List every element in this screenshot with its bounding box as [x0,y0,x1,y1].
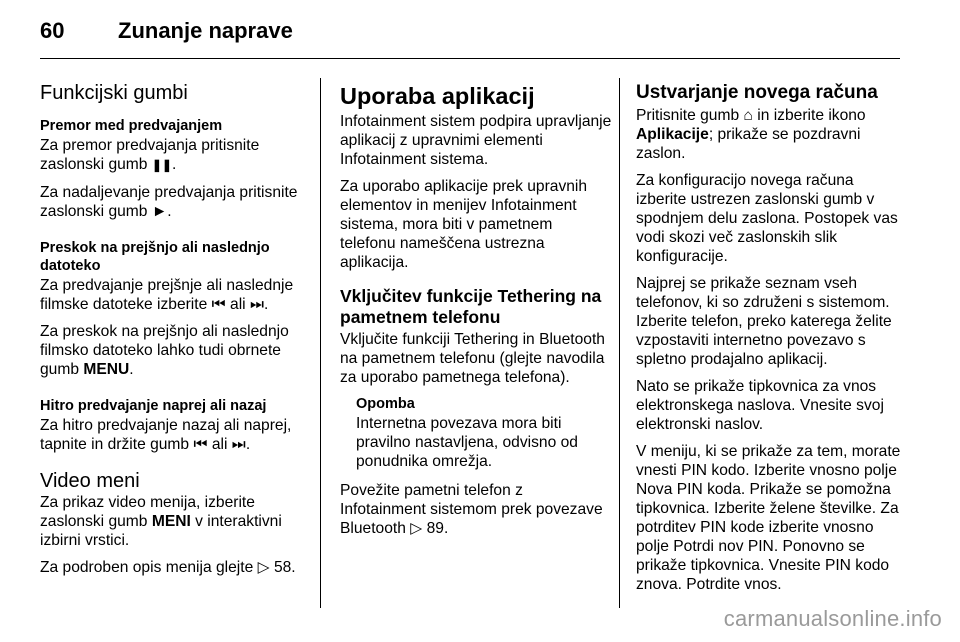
play-icon: ► [151,203,168,220]
connect-text: Povežite pametni telefon z Infotainment sistemom prek povezave Bluetooth ▷ 89. [340,482,603,537]
account-text-2: Za konfiguracijo novega računa izberite ustrezen zaslonski gumb v spodnjem delu zaslona. Postopek vas vodi skozi več zaslonskih slik konfiguracije. [636,172,898,265]
skip-text-2: Za preskok na prejšnjo ali naslednjo filmsko datoteko lahko tudi obrnete gumb MENU. [40,323,289,378]
column-divider-1 [320,78,321,608]
page-ref: 58. [273,559,296,576]
watermark: carmanualsonline.info [723,606,942,631]
apps-text-1: Infotainment sistem podpira upravljanje aplikacij z upravnimi elementi Infotainment sistema. [340,113,612,168]
rewind-icon: ⏮ [193,436,208,453]
section-heading-function-buttons: Funkcijski gumbi [40,82,188,104]
menu-label: MENU [83,361,130,378]
fast-forward-text: Za hitro predvajanje nazaj ali naprej, tapnite in držite gumb ⏮ ali ⏭. [40,417,292,453]
header-rule [40,58,900,59]
section-pause [40,117,310,221]
column-3 [636,82,904,602]
video-menu-text-2: Za podroben opis menija glejte ▷ 58. [40,559,296,576]
apps-label: Aplikacije [636,126,709,143]
pause-icon: ❚❚ [151,158,172,172]
account-text-1: Pritisnite gumb ⌂ in izberite ikono Aplikacije; prikaže se pozdravni zaslon. [636,107,866,162]
page-number: 60 [40,18,65,43]
home-icon: ⌂ [743,107,753,124]
account-text-4: Nato se prikaže tipkovnica za vnos elektronskega naslova. Vnesite svoj elektronski naslov. [636,378,884,433]
page-ref-icon: ▷ [257,559,270,576]
pause-title: Premor med predvajanjem [40,118,223,134]
page-header [40,18,293,44]
next-track-icon: ⏭ [249,296,265,313]
meni-label: MENI [151,513,191,530]
section-heading-apps: Uporaba aplikacij [340,83,535,109]
page-ref: 89. [426,520,449,537]
apps-text-2: Za uporabo aplikacije prek upravnih elementov in menijev Infotainment sistema, mora biti v pametnem telefonu nameščena ustrezna aplikacija. [340,178,588,271]
skip-text-1: Za predvajanje prejšnje ali naslednje filmske datoteke izberite ⏮ ali ⏭. [40,277,294,313]
chapter-title: Zunanje naprave [118,18,293,43]
column-2 [340,82,612,546]
fast-forward-title: Hitro predvajanje naprej ali nazaj [40,398,267,414]
fast-forward-icon: ⏭ [231,436,246,453]
column-1 [40,82,310,585]
skip-title: Preskok na prejšnjo ali naslednjo datoteko [40,240,270,274]
video-menu-heading: Video meni [40,470,140,492]
section-heading-new-account: Ustvarjanje novega računa [636,82,878,103]
section-skip [40,239,310,379]
tethering-heading: Vključitev funkcije Tethering na pametnem telefonu [340,286,602,327]
account-text-5: V meniju, ki se prikaže za tem, morate vnesti PIN kodo. Izberite vnosno polje Nova PIN koda. Prikaže se pomožna tipkovnica. Izberite želene številke. Za potrditev PIN kode izberite vnosno polje Potrdi nov PIN. Ponovno se prikaže tipkovnica. Vnesite PIN kodo znova. Potrdite vnos. [636,443,901,593]
tethering-text: Vključite funkciji Tethering in Bluetooth na pametnem telefonu (glejte navodila za uporabo pametnega telefona). [340,331,605,386]
pause-text-2: Za nadaljevanje predvajanja pritisnite zaslonski gumb ►. [40,184,298,220]
note-text: Internetna povezava mora biti pravilno nastavljena, odvisno od ponudnika omrežja. [356,415,578,470]
account-text-3: Najprej se prikaže seznam vseh telefonov, ki so združeni s sistemom. Izberite telefon, preko katerega želite vzpostaviti internetno povezavo s spletno prodajalno aplikacij. [636,275,892,368]
pause-text-1: Za premor predvajanja pritisnite zaslonski gumb ❚❚. [40,137,260,173]
note-box [356,395,612,471]
column-divider-2 [619,78,620,608]
video-menu-text-1: Za prikaz video menija, izberite zaslonski gumb MENI v interaktivni izbirni vrstici. [40,494,282,549]
page-ref-icon: ▷ [410,520,423,537]
previous-track-icon: ⏮ [211,296,226,313]
note-title: Opomba [356,396,415,412]
section-fast-forward [40,397,310,454]
